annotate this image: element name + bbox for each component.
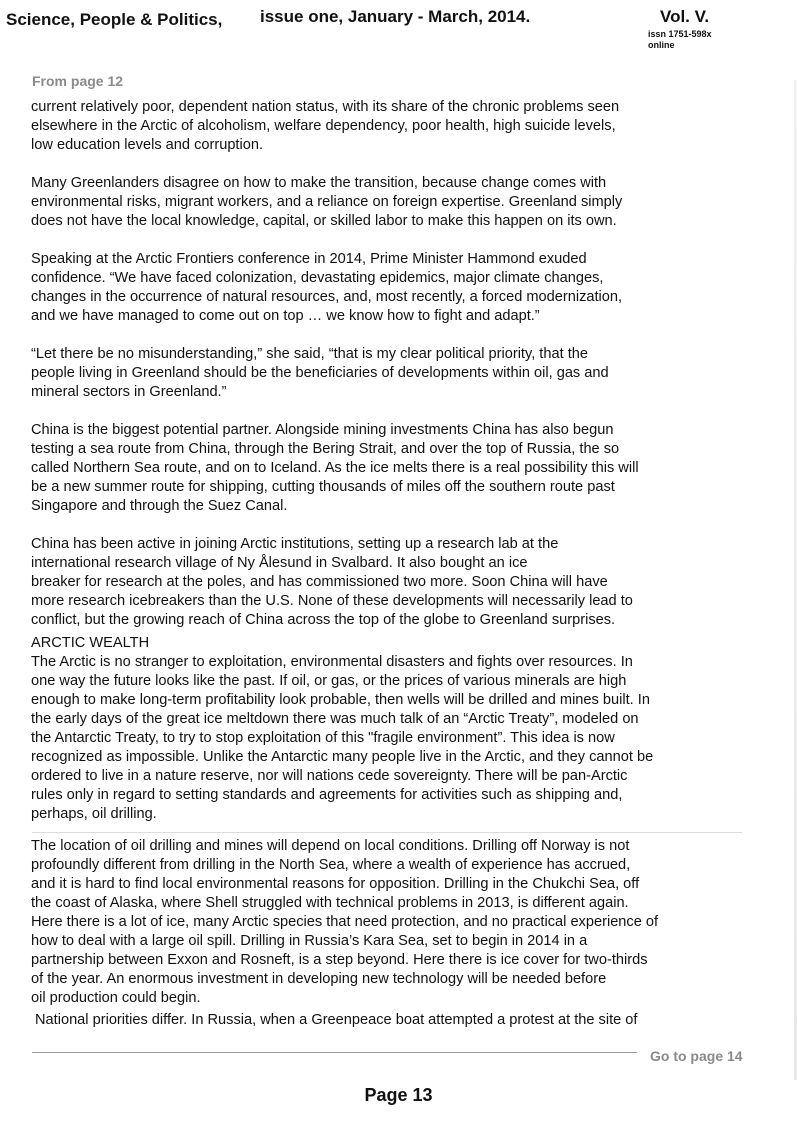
volume-label: Vol. V.: [660, 7, 710, 26]
paragraph: China is the biggest potential partner. Alongside mining investments China has also begun testing a sea route from China, through the Bering Strait, and over the top of Russia, the so called Northern Sea route, and on to Iceland. As the ice melts there is a real possibility this will be a new summer route for shipping, cutting thousands of miles off the southern route past Singapore and through the Suez Canal.: [31, 422, 639, 514]
divider: [32, 832, 742, 833]
paragraph: The Arctic is no stranger to exploitation, environmental disasters and fights over resources. In one way the future looks like the past. If oil, or gas, or the prices of various minerals are high enough to make long-term profitability look probable, then wells will be drilled and mines built. In the early days of the great ice meltdown there was much talk of an “Arctic Treaty”, modeled on the Antarctic Treaty, to try to stop exploitation of this "fragile environment”. This idea is now recognized as impossible. Unlike the Antarctic many people live in the Arctic, and they cannot be ordered to live in a nature reserve, nor will nations cede sovereignty. There will be pan-Arctic rules only in regard to setting standards and agreements for activities such as shipping and, perhaps, oil drilling.: [31, 654, 654, 822]
issn-info: [648, 29, 712, 51]
issue-info: issue one, January - March, 2014.: [260, 7, 531, 26]
paragraph: “Let there be no misunderstanding,” she said, “that is my clear political priority, that the people living in Greenland should be the beneficiaries of developments within oil, gas and mineral sectors in Greenland.”: [31, 346, 609, 400]
section-heading: ARCTIC WEALTH: [31, 635, 150, 651]
go-to-page-link[interactable]: Go to page 14: [650, 1048, 743, 1064]
paragraph: current relatively poor, dependent nation status, with its share of the chronic problems seen elsewhere in the Arctic of alcoholism, welfare dependency, poor health, high suicide levels, low education levels and corruption.: [31, 99, 620, 153]
online-label: online: [648, 40, 675, 50]
from-page-link[interactable]: From page 12: [32, 73, 124, 89]
article-body: [31, 98, 771, 1030]
footer-divider: [32, 1052, 637, 1053]
paragraph: China has been active in joining Arctic institutions, setting up a research lab at the international research village of Ny Ålesund in Svalbard. It also bought an ice breaker for research at the poles, and has commissioned two more. Soon China will have more research icebreakers than the U.S. None of these developments will necessarily lead to conflict, but the growing reach of China across the top of the globe to Greenland surprises.: [31, 536, 633, 628]
page-header: [0, 0, 797, 70]
page-number: Page 13: [364, 1085, 433, 1105]
paragraph: The location of oil drilling and mines will depend on local conditions. Drilling off Norway is not profoundly different from drilling in the North Sea, where a wealth of experience has accrued, and it is hard to find local environmental reasons for opposition. Drilling in the Chukchi Sea, off the coast of Alaska, where Shell struggled with technical problems in 2013, is different again. Here there is a lot of ice, many Arctic species that need protection, and no practical experience of how to deal with a large oil spill. Drilling in Russia’s Kara Sea, set to begin in 2014 in a partnership between Exxon and Rosneft, is a step beyond. Here there is ice cover for two-thirds of the year. An enormous investment in developing new technology will be needed before oil production could begin.: [31, 838, 659, 1006]
issn-number: issn 1751-598x: [648, 29, 712, 39]
paragraph: Many Greenlanders disagree on how to make the transition, because change comes with environmental risks, migrant workers, and a reliance on foreign expertise. Greenland simply does not have the local knowledge, capital, or skilled labor to make this happen on its own.: [31, 175, 623, 229]
magazine-title: Science, People & Politics,: [6, 10, 223, 29]
paragraph: National priorities differ. In Russia, when a Greenpeace boat attempted a protest at the site of: [35, 1012, 638, 1028]
paragraph: Speaking at the Arctic Frontiers conference in 2014, Prime Minister Hammond exuded confidence. “We have faced colonization, devastating epidemics, major climate changes, changes in the occurrence of natural resources, and, most recently, a forced modernization, and we have managed to come out on top … we know how to fight and adapt.”: [31, 251, 623, 324]
